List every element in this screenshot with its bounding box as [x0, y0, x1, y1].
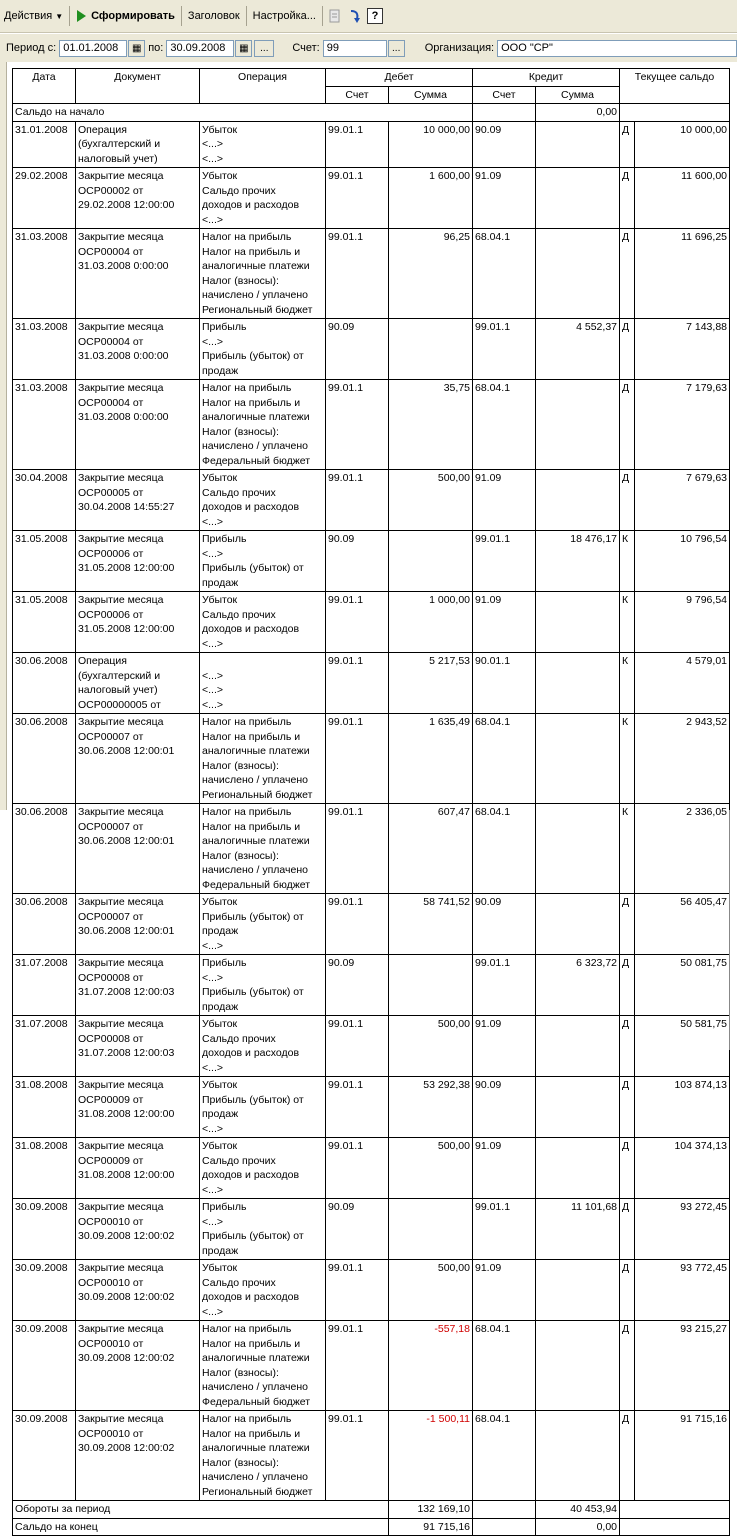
cell-debit-account: 99.01.1: [326, 121, 389, 168]
cell-document: Закрытие месяца ОСР00006 от 31.05.2008 12:00:00: [76, 531, 200, 592]
cell-balance: 10 000,00: [635, 121, 730, 168]
go-to-button[interactable]: [345, 6, 365, 26]
table-row[interactable]: [13, 804, 730, 894]
cell-credit-account: 91.09: [473, 470, 536, 531]
cell-balance: 93 215,27: [635, 1321, 730, 1411]
cell-document: Операция (бухгалтерский и налоговый учет) ОСР00000005 от: [76, 653, 200, 714]
cell-balance: 2 943,52: [635, 714, 730, 804]
cell-operation: Убыток Сальдо прочих доходов и расходов <...>: [200, 470, 326, 531]
cell-document: Закрытие месяца ОСР00002 от 29.02.2008 12:00:00: [76, 168, 200, 229]
cell-debit-sum: 1 635,49: [389, 714, 473, 804]
cell-balance-side: Д: [620, 955, 635, 1016]
header-document: Документ: [76, 69, 200, 104]
cell-credit-sum: [536, 168, 620, 229]
cell-balance-side: К: [620, 531, 635, 592]
opening-balance-value: 0,00: [536, 104, 620, 122]
cell-credit-account: 91.09: [473, 592, 536, 653]
actions-label: Действия: [4, 10, 53, 22]
cell-operation: Налог на прибыль Налог на прибыль и аналогичные платежи Налог (взносы): начислено / уплачено Федеральный бюджет: [200, 380, 326, 470]
cell-debit-sum: 35,75: [389, 380, 473, 470]
cell-credit-sum: [536, 592, 620, 653]
cell-debit-account: 99.01.1: [326, 1260, 389, 1321]
cell-date: 31.01.2008: [13, 121, 76, 168]
ellipsis-label: ...: [260, 42, 269, 54]
cell-balance-side: Д: [620, 319, 635, 380]
table-row[interactable]: [13, 1138, 730, 1199]
cell-document: Закрытие месяца ОСР00005 от 30.04.2008 14:55:27: [76, 470, 200, 531]
cell-operation: Убыток Сальдо прочих доходов и расходов <...>: [200, 1260, 326, 1321]
header-credit-sum: Сумма: [536, 86, 620, 104]
cell-debit-sum: 96,25: [389, 229, 473, 319]
cell-credit-account: 68.04.1: [473, 380, 536, 470]
opening-balance-label: Сальдо на начало: [13, 104, 473, 122]
cell-balance-side: К: [620, 714, 635, 804]
background-window-edge: [729, 810, 737, 1050]
cell-date: 31.05.2008: [13, 592, 76, 653]
cell-date: 30.09.2008: [13, 1321, 76, 1411]
cell-debit-account: 99.01.1: [326, 1077, 389, 1138]
cell-document: Закрытие месяца ОСР00004 от 31.03.2008 0:00:00: [76, 229, 200, 319]
cell-document: Закрытие месяца ОСР00009 от 31.08.2008 12:00:00: [76, 1077, 200, 1138]
cell-balance-side: К: [620, 653, 635, 714]
turnover-balance: [620, 1501, 730, 1519]
table-row[interactable]: [13, 229, 730, 319]
cell-date: 31.08.2008: [13, 1077, 76, 1138]
cell-balance: 50 081,75: [635, 955, 730, 1016]
help-icon: ?: [367, 8, 383, 24]
table-row[interactable]: [13, 714, 730, 804]
table-row[interactable]: [13, 653, 730, 714]
turnover-debit: 132 169,10: [389, 1501, 473, 1519]
toolbar-separator: [246, 6, 247, 26]
cell-document: Операция (бухгалтерский и налоговый учет): [76, 121, 200, 168]
cell-debit-sum: 1 600,00: [389, 168, 473, 229]
cell-debit-account: 90.09: [326, 955, 389, 1016]
cell-balance: 104 374,13: [635, 1138, 730, 1199]
cell-document: Закрытие месяца ОСР00007 от 30.06.2008 12:00:01: [76, 804, 200, 894]
cell-debit-sum: 500,00: [389, 470, 473, 531]
toolbar: [0, 0, 737, 33]
table-row[interactable]: [13, 380, 730, 470]
cell-credit-sum: 18 476,17: [536, 531, 620, 592]
header-date: Дата: [13, 69, 76, 104]
cell-date: 31.03.2008: [13, 319, 76, 380]
cell-document: Закрытие месяца ОСР00004 от 31.03.2008 0:00:00: [76, 380, 200, 470]
cell-document: Закрытие месяца ОСР00010 от 30.09.2008 12:00:02: [76, 1199, 200, 1260]
cell-debit-sum: 10 000,00: [389, 121, 473, 168]
cell-balance: 50 581,75: [635, 1016, 730, 1077]
turnover-credit: 40 453,94: [536, 1501, 620, 1519]
cell-document: Закрытие месяца ОСР00009 от 31.08.2008 12:00:00: [76, 1138, 200, 1199]
cell-document: Закрытие месяца ОСР00008 от 31.07.2008 12:00:03: [76, 1016, 200, 1077]
cell-debit-account: 99.01.1: [326, 804, 389, 894]
cell-credit-account: 90.09: [473, 121, 536, 168]
period-to-calendar-button[interactable]: [235, 40, 252, 57]
cell-balance-side: Д: [620, 1321, 635, 1411]
account-analysis-table: [12, 68, 730, 1536]
table-row[interactable]: [13, 1321, 730, 1411]
actions-menu[interactable]: [0, 5, 67, 27]
header-balance: Текущее сальдо: [620, 69, 730, 104]
table-row[interactable]: [13, 1260, 730, 1321]
cell-debit-account: 99.01.1: [326, 1016, 389, 1077]
turnover-credit-account: [473, 1501, 536, 1519]
toolbar-separator: [69, 6, 70, 26]
account-field[interactable]: [323, 40, 387, 57]
cell-balance: 56 405,47: [635, 894, 730, 955]
cell-balance: 7 143,88: [635, 319, 730, 380]
cell-date: 31.03.2008: [13, 380, 76, 470]
table-row[interactable]: [13, 1411, 730, 1501]
cell-document: Закрытие месяца ОСР00004 от 31.03.2008 0:00:00: [76, 319, 200, 380]
cell-credit-sum: 4 552,37: [536, 319, 620, 380]
cell-date: 31.03.2008: [13, 229, 76, 319]
cell-debit-sum: 1 000,00: [389, 592, 473, 653]
cell-balance: 93 772,45: [635, 1260, 730, 1321]
cell-debit-sum: 500,00: [389, 1016, 473, 1077]
cell-credit-account: 91.09: [473, 1138, 536, 1199]
play-icon: [76, 10, 86, 22]
cell-operation: Убыток Сальдо прочих доходов и расходов <...>: [200, 1016, 326, 1077]
cell-credit-account: 99.01.1: [473, 1199, 536, 1260]
cell-credit-account: 90.01.1: [473, 653, 536, 714]
cell-debit-sum: -557,18: [389, 1321, 473, 1411]
cell-debit-sum: 53 292,38: [389, 1077, 473, 1138]
cell-debit-sum: [389, 531, 473, 592]
account-select-button[interactable]: [388, 40, 405, 57]
ellipsis-label: ...: [392, 42, 401, 54]
cell-balance-side: Д: [620, 1077, 635, 1138]
table-row[interactable]: [13, 531, 730, 592]
cell-operation: Прибыль <...> Прибыль (убыток) от продаж: [200, 1199, 326, 1260]
cell-balance-side: Д: [620, 121, 635, 168]
open-document-button[interactable]: [325, 6, 345, 26]
cell-operation: Налог на прибыль Налог на прибыль и аналогичные платежи Налог (взносы): начислено / уплачено Региональный бюджет: [200, 1411, 326, 1501]
cell-date: 31.07.2008: [13, 955, 76, 1016]
cell-document: Закрытие месяца ОСР00007 от 30.06.2008 12:00:01: [76, 714, 200, 804]
cell-balance-side: Д: [620, 470, 635, 531]
closing-balance-current: [620, 1518, 730, 1536]
period-to-value: 30.09.2008: [170, 42, 226, 54]
cell-debit-sum: 500,00: [389, 1138, 473, 1199]
cell-debit-account: 99.01.1: [326, 1411, 389, 1501]
settings-label: Настройка...: [252, 10, 316, 22]
cell-document: Закрытие месяца ОСР00010 от 30.09.2008 12:00:02: [76, 1260, 200, 1321]
cell-balance-side: Д: [620, 229, 635, 319]
table-row[interactable]: [13, 168, 730, 229]
opening-balance-current: [620, 104, 730, 122]
cell-balance: 103 874,13: [635, 1077, 730, 1138]
table-row[interactable]: [13, 121, 730, 168]
generate-label: Сформировать: [91, 10, 175, 22]
cell-document: Закрытие месяца ОСР00006 от 31.05.2008 12:00:00: [76, 592, 200, 653]
cell-credit-sum: [536, 1321, 620, 1411]
table-row[interactable]: [13, 1199, 730, 1260]
organization-value: ООО "СР": [501, 42, 553, 54]
cell-document: Закрытие месяца ОСР00007 от 30.06.2008 12:00:01: [76, 894, 200, 955]
cell-debit-account: 99.01.1: [326, 592, 389, 653]
calendar-icon: ▦: [239, 42, 249, 54]
cell-debit-account: 99.01.1: [326, 229, 389, 319]
table-row[interactable]: [13, 955, 730, 1016]
cell-debit-account: 90.09: [326, 319, 389, 380]
help-button[interactable]: [365, 6, 385, 26]
cell-operation: Налог на прибыль Налог на прибыль и аналогичные платежи Налог (взносы): начислено / уплачено Федеральный бюджет: [200, 1321, 326, 1411]
cell-operation: Убыток <...> <...>: [200, 121, 326, 168]
cell-balance: 9 796,54: [635, 592, 730, 653]
cell-balance: 7 179,63: [635, 380, 730, 470]
cell-credit-sum: [536, 1411, 620, 1501]
cell-credit-sum: [536, 380, 620, 470]
generate-button[interactable]: [72, 5, 179, 27]
cell-date: 29.02.2008: [13, 168, 76, 229]
cell-operation: Убыток Прибыль (убыток) от продаж <...>: [200, 1077, 326, 1138]
cell-operation: <...> <...> <...>: [200, 653, 326, 714]
header-debit-sum: Сумма: [389, 86, 473, 104]
cell-credit-account: 68.04.1: [473, 1411, 536, 1501]
cell-balance-side: Д: [620, 1138, 635, 1199]
cell-document: Закрытие месяца ОСР00010 от 30.09.2008 12:00:02: [76, 1321, 200, 1411]
table-row[interactable]: [13, 319, 730, 380]
closing-balance-credit: 0,00: [536, 1518, 620, 1536]
cell-balance: 2 336,05: [635, 804, 730, 894]
cell-balance: 93 272,45: [635, 1199, 730, 1260]
period-from-value: 01.01.2008: [63, 42, 119, 54]
cell-debit-account: 90.09: [326, 1199, 389, 1260]
cell-credit-account: 90.09: [473, 894, 536, 955]
cell-debit-account: 99.01.1: [326, 653, 389, 714]
cell-balance: 11 696,25: [635, 229, 730, 319]
cell-debit-sum: 58 741,52: [389, 894, 473, 955]
cell-balance: 11 600,00: [635, 168, 730, 229]
period-to-label: по:: [148, 42, 164, 54]
closing-balance-credit-account: [473, 1518, 536, 1536]
table-row[interactable]: [13, 1016, 730, 1077]
cell-date: 30.06.2008: [13, 804, 76, 894]
cell-credit-account: 99.01.1: [473, 319, 536, 380]
cell-operation: Убыток Сальдо прочих доходов и расходов <...>: [200, 1138, 326, 1199]
cell-debit-sum: 500,00: [389, 1260, 473, 1321]
cell-date: 30.06.2008: [13, 714, 76, 804]
cell-debit-account: 99.01.1: [326, 894, 389, 955]
cell-balance-side: К: [620, 592, 635, 653]
cell-operation: Налог на прибыль Налог на прибыль и аналогичные платежи Налог (взносы): начислено / уплачено Федеральный бюджет: [200, 804, 326, 894]
cell-credit-sum: 11 101,68: [536, 1199, 620, 1260]
header-credit: Кредит: [473, 69, 620, 87]
cell-operation: Прибыль <...> Прибыль (убыток) от продаж: [200, 531, 326, 592]
cell-balance-side: Д: [620, 1260, 635, 1321]
cell-credit-sum: [536, 1077, 620, 1138]
cell-balance: 4 579,01: [635, 653, 730, 714]
toolbar-separator: [181, 6, 182, 26]
organization-label: Организация:: [424, 42, 495, 54]
header-debit-account: Счет: [326, 86, 389, 104]
sheet-left-margin: [0, 62, 7, 810]
cell-debit-account: 99.01.1: [326, 168, 389, 229]
cell-credit-account: 68.04.1: [473, 714, 536, 804]
cell-debit-sum: [389, 955, 473, 1016]
toolbar-separator: [322, 6, 323, 26]
cell-credit-sum: [536, 653, 620, 714]
cell-debit-sum: -1 500,11: [389, 1411, 473, 1501]
cell-credit-sum: 6 323,72: [536, 955, 620, 1016]
settings-button[interactable]: [249, 5, 320, 27]
cell-balance-side: Д: [620, 1199, 635, 1260]
cell-operation: Прибыль <...> Прибыль (убыток) от продаж: [200, 319, 326, 380]
cell-debit-account: 99.01.1: [326, 1138, 389, 1199]
header-debit: Дебет: [326, 69, 473, 87]
cell-credit-account: 91.09: [473, 168, 536, 229]
period-from-calendar-button[interactable]: [128, 40, 145, 57]
cell-date: 31.08.2008: [13, 1138, 76, 1199]
cell-date: 30.09.2008: [13, 1199, 76, 1260]
dropdown-arrow-icon: ▼: [55, 11, 64, 21]
cell-credit-account: 68.04.1: [473, 804, 536, 894]
header-operation: Операция: [200, 69, 326, 104]
open-document-icon: [327, 8, 343, 24]
account-value: 99: [326, 42, 339, 54]
period-from-label: Период с:: [6, 42, 57, 54]
cell-credit-account: 90.09: [473, 1077, 536, 1138]
cell-debit-sum: 5 217,53: [389, 653, 473, 714]
cell-credit-sum: [536, 1016, 620, 1077]
cell-debit-account: 99.01.1: [326, 380, 389, 470]
cell-credit-account: 91.09: [473, 1260, 536, 1321]
cell-credit-sum: [536, 714, 620, 804]
turnover-label: Обороты за период: [13, 1501, 389, 1519]
cell-credit-sum: [536, 1260, 620, 1321]
cell-operation: Налог на прибыль Налог на прибыль и аналогичные платежи Налог (взносы): начислено / уплачено Региональный бюджет: [200, 229, 326, 319]
closing-balance-debit: 91 715,16: [389, 1518, 473, 1536]
cell-credit-sum: [536, 121, 620, 168]
heading-button[interactable]: [184, 5, 244, 27]
cell-balance-side: К: [620, 804, 635, 894]
cell-operation: Прибыль <...> Прибыль (убыток) от продаж: [200, 955, 326, 1016]
cell-document: Закрытие месяца ОСР00008 от 31.07.2008 12:00:03: [76, 955, 200, 1016]
period-select-button[interactable]: [254, 40, 274, 57]
cell-credit-sum: [536, 804, 620, 894]
cell-date: 30.06.2008: [13, 894, 76, 955]
opening-balance-credit-account: [473, 104, 536, 122]
cell-balance-side: Д: [620, 1411, 635, 1501]
cell-date: 30.04.2008: [13, 470, 76, 531]
parameters-bar: [0, 34, 737, 62]
cell-debit-sum: 607,47: [389, 804, 473, 894]
cell-debit-sum: [389, 319, 473, 380]
cell-debit-sum: [389, 1199, 473, 1260]
cell-balance-side: Д: [620, 380, 635, 470]
table-row[interactable]: [13, 894, 730, 955]
cell-balance: 10 796,54: [635, 531, 730, 592]
cell-operation: Убыток Сальдо прочих доходов и расходов <...>: [200, 592, 326, 653]
cell-balance-side: Д: [620, 894, 635, 955]
cell-date: 31.07.2008: [13, 1016, 76, 1077]
account-label: Счет:: [292, 42, 320, 54]
organization-field[interactable]: [497, 40, 737, 57]
cell-debit-account: 99.01.1: [326, 1321, 389, 1411]
calendar-icon: ▦: [131, 42, 142, 54]
table-row[interactable]: [13, 592, 730, 653]
cell-date: 30.09.2008: [13, 1411, 76, 1501]
cell-credit-account: 68.04.1: [473, 229, 536, 319]
cell-debit-account: 99.01.1: [326, 714, 389, 804]
header-credit-account: Счет: [473, 86, 536, 104]
cell-date: 30.09.2008: [13, 1260, 76, 1321]
cell-debit-account: 99.01.1: [326, 470, 389, 531]
cell-balance: 7 679,63: [635, 470, 730, 531]
cell-credit-account: 91.09: [473, 1016, 536, 1077]
cell-credit-account: 99.01.1: [473, 955, 536, 1016]
cell-document: Закрытие месяца ОСР00010 от 30.09.2008 12:00:02: [76, 1411, 200, 1501]
cell-balance-side: Д: [620, 1016, 635, 1077]
table-row[interactable]: [13, 1077, 730, 1138]
cell-debit-account: 90.09: [326, 531, 389, 592]
cell-date: 30.06.2008: [13, 653, 76, 714]
cell-credit-sum: [536, 229, 620, 319]
cell-credit-account: 68.04.1: [473, 1321, 536, 1411]
cell-credit-sum: [536, 894, 620, 955]
cell-date: 31.05.2008: [13, 531, 76, 592]
cell-operation: Убыток Прибыль (убыток) от продаж <...>: [200, 894, 326, 955]
cell-credit-sum: [536, 1138, 620, 1199]
heading-label: Заголовок: [187, 10, 240, 22]
cell-balance: 91 715,16: [635, 1411, 730, 1501]
cell-credit-sum: [536, 470, 620, 531]
cell-operation: Налог на прибыль Налог на прибыль и аналогичные платежи Налог (взносы): начислено / уплачено Региональный бюджет: [200, 714, 326, 804]
closing-balance-label: Сальдо на конец: [13, 1518, 389, 1536]
cell-operation: Убыток Сальдо прочих доходов и расходов <...>: [200, 168, 326, 229]
jump-arrow-icon: [347, 8, 363, 24]
period-to-field[interactable]: [166, 40, 234, 57]
period-from-field[interactable]: [59, 40, 127, 57]
table-row[interactable]: [13, 470, 730, 531]
cell-credit-account: 99.01.1: [473, 531, 536, 592]
cell-balance-side: Д: [620, 168, 635, 229]
